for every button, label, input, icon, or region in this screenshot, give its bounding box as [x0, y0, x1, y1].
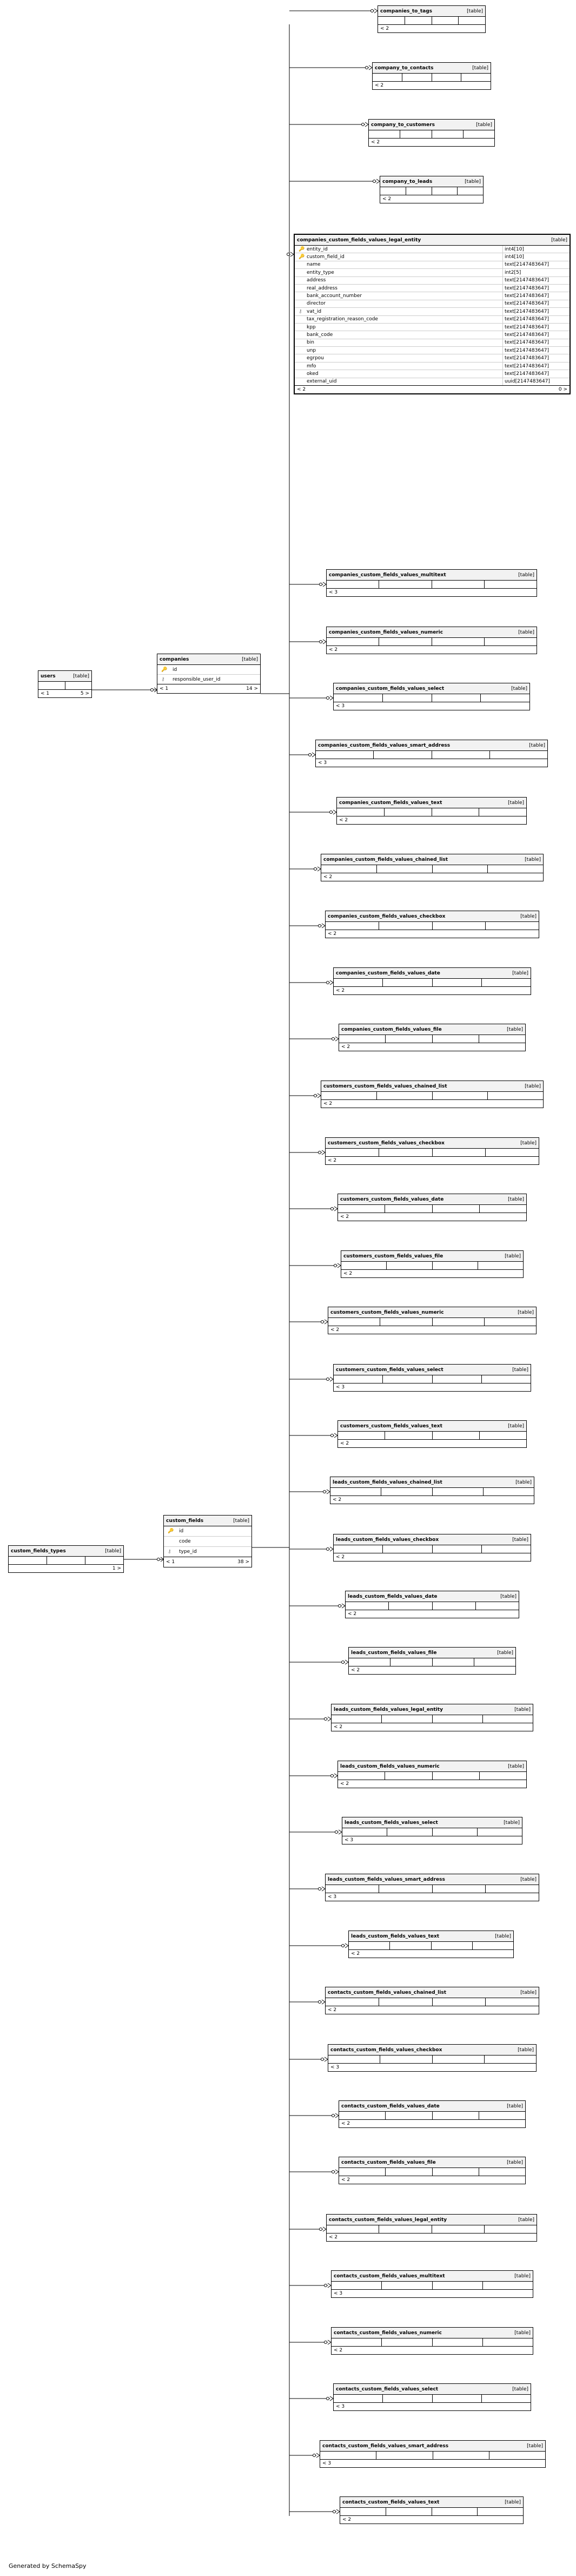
table-kind: [table]	[518, 2217, 534, 2223]
foot-left: < 2	[333, 1497, 342, 1503]
table-customers-custom-fields-values-select[interactable]	[333, 1364, 531, 1392]
table-kind: [table]	[105, 1548, 121, 1554]
column-list	[157, 665, 260, 684]
table-companies-custom-fields-values-multitext[interactable]	[326, 569, 537, 597]
table-companies-custom-fields-values-select[interactable]	[333, 683, 530, 710]
table-company-to-customers[interactable]	[368, 119, 495, 147]
table-company-to-contacts[interactable]	[372, 62, 491, 90]
table-leads-custom-fields-values-select[interactable]	[342, 1817, 522, 1844]
table-kind: [table]	[527, 2443, 543, 2449]
foot-left: < 2	[297, 387, 306, 393]
end-small-25	[319, 2001, 321, 2004]
column-type: text[2147483647]	[502, 347, 570, 354]
table-name: companies_custom_fields_values_file	[341, 1026, 442, 1032]
foot-left: < 3	[345, 1837, 354, 1843]
foot-left: < 2	[328, 1158, 337, 1163]
table-contacts-custom-fields-values-checkbox[interactable]	[328, 2044, 537, 2072]
table-kind: [table]	[551, 237, 567, 243]
table-kind: [table]	[518, 2047, 534, 2053]
table-kind: [table]	[520, 913, 537, 919]
table-name: custom_fields_types	[11, 1548, 66, 1554]
foot-left: < 3	[336, 703, 345, 709]
foreign-key-icon: ⚷	[161, 676, 165, 682]
end-small-7	[327, 981, 329, 984]
end-small-6	[319, 925, 321, 927]
column-type: text[2147483647]	[502, 285, 570, 292]
table-kind: [table]	[508, 1196, 524, 1202]
column-egrpou: egrpou text[2147483647]	[295, 354, 570, 362]
table-kind: [table]	[507, 2103, 523, 2109]
foot-left: < 3	[329, 590, 338, 595]
end-top-1	[366, 67, 368, 69]
table-contacts-custom-fields-values-text[interactable]	[340, 2496, 524, 2524]
users-companies-end	[151, 689, 154, 691]
table-name: leads_custom_fields_values_select	[345, 1820, 438, 1826]
foot-left: < 2	[336, 988, 345, 993]
table-kind: [table]	[465, 179, 481, 185]
table-companies[interactable]	[157, 654, 261, 694]
table-companies-to-tags[interactable]	[378, 5, 486, 33]
end-small-30	[325, 2284, 327, 2287]
foot-left: < 3	[336, 2404, 345, 2409]
column-external-uid: external_uid uuid[2147483647]	[295, 378, 570, 386]
table-contacts-custom-fields-values-file[interactable]	[339, 2157, 526, 2184]
column-type: text[2147483647]	[502, 277, 570, 284]
table-contacts-custom-fields-values-select[interactable]	[333, 2383, 531, 2411]
table-name: customers_custom_fields_values_checkbox	[328, 1140, 445, 1146]
table-kind: [table]	[495, 1933, 511, 1939]
end-small-5	[314, 868, 317, 871]
table-leads-custom-fields-values-date[interactable]	[345, 1591, 519, 1618]
foot-left: < 1	[166, 1559, 175, 1565]
table-kind: [table]	[518, 572, 534, 578]
table-name: companies	[160, 656, 189, 662]
table-customers-custom-fields-values-text[interactable]	[337, 1420, 527, 1448]
end-small-8	[332, 1038, 335, 1040]
end-small-12	[334, 1264, 337, 1267]
table-kind: [table]	[520, 1989, 537, 1995]
table-companies-custom-fields-values-date[interactable]	[333, 967, 531, 995]
end-small-24	[342, 1945, 345, 1947]
table-kind: [table]	[520, 1140, 537, 1146]
foot-left: < 2	[351, 1951, 360, 1956]
table-name: customers_custom_fields_values_date	[340, 1196, 444, 1202]
column-bin: bin text[2147483647]	[295, 339, 570, 347]
end-small-22	[335, 1831, 338, 1834]
table-contacts-custom-fields-values-legal-entity[interactable]	[326, 2214, 537, 2242]
foot-left: < 2	[382, 196, 392, 202]
foot-left: < 2	[341, 2177, 350, 2183]
column-type: text[2147483647]	[502, 308, 570, 315]
table-kind: [table]	[467, 8, 483, 14]
end-small-9	[314, 1095, 317, 1097]
table-companies-custom-fields-values-legal-entity[interactable]	[294, 234, 571, 394]
table-kind: [table]	[515, 1479, 532, 1485]
primary-key-icon: 🔑	[168, 1529, 174, 1534]
column-type: int4[10]	[502, 246, 570, 253]
foot-left: < 2	[348, 1611, 357, 1617]
table-kind: [table]	[505, 1253, 521, 1259]
table-contacts-custom-fields-values-multitext[interactable]	[331, 2270, 533, 2298]
table-name: companies_custom_fields_values_select	[336, 686, 445, 691]
foot-right: 14 >	[246, 686, 258, 691]
end-small-29	[320, 2228, 322, 2231]
table-name: companies_custom_fields_values_legal_entity	[297, 237, 421, 243]
end-small-13	[321, 1321, 324, 1323]
table-name: contacts_custom_fields_values_multitext	[334, 2273, 445, 2279]
table-kind: [table]	[233, 1518, 249, 1524]
primary-key-icon: 🔑	[161, 667, 168, 673]
table-kind: [table]	[512, 2386, 528, 2392]
table-kind: [table]	[505, 2499, 521, 2505]
column-type: text[2147483647]	[502, 316, 570, 323]
table-leads-custom-fields-values-checkbox[interactable]	[333, 1534, 531, 1562]
table-kind: [table]	[504, 1820, 520, 1826]
end-small-21	[331, 1775, 334, 1777]
column-type-id: ⚷ type_id	[164, 1547, 251, 1557]
table-name: leads_custom_fields_values_chained_list	[333, 1479, 442, 1485]
foot-left: < 2	[334, 2348, 343, 2353]
table-name: company_to_leads	[382, 179, 433, 185]
table-name: companies_custom_fields_values_checkbox	[328, 913, 446, 919]
foot-left: < 2	[339, 818, 348, 823]
table-name: leads_custom_fields_values_checkbox	[336, 1537, 439, 1543]
foot-left: < 3	[330, 2065, 340, 2070]
end-small-16	[323, 1491, 326, 1493]
table-name: contacts_custom_fields_values_text	[342, 2499, 440, 2505]
column-kpp: kpp text[2147483647]	[295, 324, 570, 331]
table-kind: [table]	[508, 800, 524, 806]
end-small-11	[331, 1208, 334, 1210]
end-small-23	[319, 1888, 321, 1890]
table-companies-custom-fields-values-file[interactable]	[339, 1024, 526, 1051]
generated-by-caption: Generated by SchemaSpy	[9, 2562, 87, 2570]
column-type: text[2147483647]	[502, 292, 570, 299]
types-custom-fields-end	[157, 1558, 160, 1561]
foot-left: < 2	[380, 26, 389, 31]
table-name: companies_custom_fields_values_multitext	[329, 572, 446, 578]
foot-left: < 2	[340, 1441, 349, 1446]
foreign-key-icon: ⚷	[168, 1549, 171, 1554]
table-name: contacts_custom_fields_values_legal_entity	[329, 2217, 447, 2223]
table-contacts-custom-fields-values-smart-address[interactable]	[320, 2440, 546, 2468]
end-small-10	[319, 1151, 321, 1154]
column-custom-field-id: 🔑 custom_field_id int4[10]	[295, 253, 570, 261]
table-kind: [table]	[525, 857, 541, 862]
foot-left: < 1	[160, 686, 169, 691]
column-tax-registration-reason-code: tax_registration_reason_code text[2147483647]	[295, 316, 570, 324]
foot-left: < 2	[323, 1101, 333, 1106]
table-name: contacts_custom_fields_values_checkbox	[330, 2047, 442, 2053]
table-companies-custom-fields-values-checkbox[interactable]	[325, 911, 539, 938]
table-companies-custom-fields-values-smart-address[interactable]	[315, 740, 548, 767]
foot-left: < 2	[340, 1781, 349, 1787]
foot-left: < 2	[328, 2007, 337, 2013]
table-customers-custom-fields-values-date[interactable]	[337, 1194, 527, 1221]
column-bank-account-number: bank_account_number text[2147483647]	[295, 292, 570, 300]
table-leads-custom-fields-values-smart-address[interactable]	[325, 1874, 539, 1901]
end-small-1	[320, 641, 322, 643]
end-small-27	[332, 2114, 335, 2117]
column-oked: oked text[2147483647]	[295, 370, 570, 378]
foot-left: < 2	[329, 647, 338, 653]
end-small-15	[331, 1434, 334, 1437]
foot-left: < 2	[375, 83, 384, 88]
table-kind: [table]	[73, 673, 89, 679]
column-type: text[2147483647]	[502, 354, 570, 361]
end-small-19	[342, 1661, 345, 1664]
table-kind: [table]	[497, 1650, 513, 1656]
column-type: text[2147483647]	[502, 300, 570, 307]
foot-left: < 2	[329, 2235, 338, 2240]
table-name: contacts_custom_fields_values_numeric	[334, 2330, 442, 2336]
foot-left: < 2	[323, 874, 333, 880]
table-name: companies_custom_fields_values_text	[339, 800, 442, 806]
column-type: text[2147483647]	[502, 370, 570, 377]
end-small-28	[332, 2171, 335, 2173]
foot-left: < 2	[371, 140, 380, 145]
table-leads-custom-fields-values-numeric[interactable]	[337, 1761, 527, 1788]
column-list	[295, 246, 570, 386]
table-kind: [table]	[508, 1423, 524, 1429]
foot-right: 0 >	[558, 387, 567, 393]
foot-right: 5 >	[80, 691, 89, 696]
table-kind: [table]	[512, 1537, 528, 1543]
foot-left: < 2	[341, 1044, 350, 1050]
column-code: code	[164, 1537, 251, 1547]
column-entity-type: entity_type int2[5]	[295, 269, 570, 276]
table-custom-fields[interactable]	[163, 1515, 252, 1567]
table-contacts-custom-fields-values-numeric[interactable]	[331, 2327, 533, 2355]
table-name: companies_custom_fields_values_numeric	[329, 629, 443, 635]
table-name: leads_custom_fields_values_numeric	[340, 1763, 440, 1769]
column-responsible-user-id: ⚷ responsible_user_id	[157, 675, 260, 684]
column-type: text[2147483647]	[502, 261, 570, 268]
foot-right: 38 >	[237, 1559, 249, 1565]
table-kind: [table]	[514, 2330, 531, 2336]
foot-left: < 3	[334, 2291, 343, 2296]
table-custom-fields-types[interactable]	[8, 1545, 124, 1573]
table-name: contacts_custom_fields_values_file	[341, 2159, 436, 2165]
column-type: uuid[2147483647]	[502, 378, 570, 385]
foot-left: < 2	[351, 1668, 360, 1673]
end-small-26	[321, 2058, 324, 2061]
table-name: contacts_custom_fields_values_smart_address	[322, 2443, 449, 2449]
foot-left: < 3	[318, 760, 327, 766]
table-name: companies_to_tags	[380, 8, 433, 14]
foot-right: 1 >	[112, 1566, 121, 1571]
table-name: leads_custom_fields_values_date	[348, 1593, 438, 1599]
foot-left: < 2	[340, 1214, 349, 1220]
column-type: text[2147483647]	[502, 324, 570, 331]
column-entity-id: 🔑 entity_id int4[10]	[295, 246, 570, 253]
column-type: int2[5]	[502, 269, 570, 276]
end-small-18	[339, 1605, 341, 1607]
foot-left: < 1	[41, 691, 50, 696]
table-customers-custom-fields-values-chained-list[interactable]	[321, 1081, 544, 1108]
end-top-2	[362, 123, 365, 126]
end-small-0	[320, 583, 322, 586]
column-type: text[2147483647]	[502, 339, 570, 346]
table-name: users	[41, 673, 56, 679]
end-small-34	[333, 2511, 336, 2513]
end-small-33	[313, 2454, 316, 2457]
table-name: company_to_customers	[371, 122, 435, 128]
column-bank-code: bank_code text[2147483647]	[295, 331, 570, 339]
column-id: 🔑 id	[157, 665, 260, 675]
primary-key-icon: 🔑	[299, 254, 305, 260]
end-small-17	[327, 1548, 329, 1551]
table-kind: [table]	[525, 1083, 541, 1089]
table-kind: [table]	[511, 686, 527, 691]
column-real-address: real_address text[2147483647]	[295, 285, 570, 292]
table-leads-custom-fields-values-chained-list[interactable]	[330, 1477, 534, 1504]
table-name: customers_custom_fields_values_select	[336, 1367, 443, 1373]
end-small-4	[330, 811, 333, 814]
foot-left: < 2	[334, 1724, 343, 1730]
table-name: leads_custom_fields_values_file	[351, 1650, 437, 1656]
table-name: companies_custom_fields_values_date	[336, 970, 440, 976]
table-kind: [table]	[520, 1876, 537, 1882]
table-kind: [table]	[514, 1707, 531, 1712]
table-kind: [table]	[242, 656, 258, 662]
end-top-0	[371, 10, 374, 12]
end-small-32	[327, 2397, 329, 2400]
table-name: customers_custom_fields_values_file	[343, 1253, 443, 1259]
table-kind: [table]	[514, 2273, 531, 2279]
table-kind: [table]	[518, 1309, 534, 1315]
end-small-20	[325, 1718, 327, 1721]
table-name: customers_custom_fields_values_numeric	[330, 1309, 444, 1315]
foot-left: < 2	[330, 1327, 340, 1333]
table-name: customers_custom_fields_values_text	[340, 1423, 442, 1429]
table-name: contacts_custom_fields_values_select	[336, 2386, 439, 2392]
column-name: name text[2147483647]	[295, 261, 570, 269]
table-companies-custom-fields-values-text[interactable]	[336, 797, 527, 825]
table-kind: [table]	[476, 122, 492, 128]
table-name: leads_custom_fields_values_legal_entity	[334, 1707, 443, 1712]
end-small-14	[327, 1378, 329, 1381]
table-kind: [table]	[507, 1026, 523, 1032]
end-top-4	[287, 253, 290, 256]
foot-left: < 2	[342, 2517, 352, 2522]
table-name: customers_custom_fields_values_chained_list	[323, 1083, 447, 1089]
foot-left: < 2	[336, 1554, 345, 1560]
foot-left: < 3	[336, 1385, 345, 1390]
table-kind: [table]	[507, 2159, 523, 2165]
table-companies-custom-fields-values-numeric[interactable]	[326, 627, 537, 654]
table-kind: [table]	[512, 1367, 528, 1373]
table-leads-custom-fields-values-legal-entity[interactable]	[331, 1704, 533, 1731]
table-name: companies_custom_fields_values_chained_list	[323, 857, 448, 862]
table-contacts-custom-fields-values-chained-list[interactable]	[325, 1987, 539, 2014]
foot-left: < 2	[328, 931, 337, 937]
column-list	[164, 1526, 251, 1557]
table-name: contacts_custom_fields_values_chained_list	[328, 1989, 446, 1995]
table-name: companies_custom_fields_values_smart_address	[318, 742, 451, 748]
end-small-3	[309, 754, 312, 756]
table-users[interactable]	[38, 670, 92, 698]
table-kind: [table]	[518, 629, 534, 635]
end-top-3	[373, 180, 376, 183]
table-customers-custom-fields-values-file[interactable]	[341, 1250, 524, 1278]
foreign-key-icon: ⚷	[299, 308, 302, 314]
table-companies-custom-fields-values-chained-list[interactable]	[321, 854, 544, 881]
table-kind: [table]	[512, 970, 528, 976]
table-leads-custom-fields-values-file[interactable]	[348, 1647, 516, 1675]
foot-left: < 3	[328, 1894, 337, 1900]
table-company-to-leads[interactable]	[380, 176, 484, 203]
column-type: text[2147483647]	[502, 331, 570, 338]
column-type: text[2147483647]	[502, 363, 570, 370]
table-name: leads_custom_fields_values_smart_address	[328, 1876, 445, 1882]
table-name: leads_custom_fields_values_text	[351, 1933, 440, 1939]
table-customers-custom-fields-values-numeric[interactable]	[328, 1307, 537, 1334]
table-leads-custom-fields-values-text[interactable]	[348, 1931, 514, 1958]
column-unp: unp text[2147483647]	[295, 347, 570, 354]
table-kind: [table]	[529, 742, 545, 748]
foot-left: < 3	[322, 2461, 332, 2466]
column-type: int4[10]	[502, 253, 570, 260]
end-small-31	[325, 2341, 327, 2344]
table-name: custom_fields	[166, 1518, 204, 1524]
column-id: 🔑 id	[164, 1526, 251, 1537]
foot-left: < 2	[343, 1271, 353, 1276]
table-name: contacts_custom_fields_values_date	[341, 2103, 440, 2109]
column-mfo: mfo text[2147483647]	[295, 363, 570, 370]
table-kind: [table]	[500, 1593, 517, 1599]
column-address: address text[2147483647]	[295, 277, 570, 285]
table-kind: [table]	[508, 1763, 524, 1769]
table-customers-custom-fields-values-checkbox[interactable]	[325, 1137, 539, 1165]
column-vat-id: ⚷ vat_id text[2147483647]	[295, 308, 570, 315]
primary-key-icon: 🔑	[299, 246, 305, 252]
foot-left: < 2	[341, 2121, 350, 2126]
end-small-2	[327, 697, 329, 700]
column-director: director text[2147483647]	[295, 300, 570, 308]
table-name: company_to_contacts	[375, 65, 434, 71]
table-kind: [table]	[472, 65, 488, 71]
table-contacts-custom-fields-values-date[interactable]	[339, 2100, 526, 2128]
